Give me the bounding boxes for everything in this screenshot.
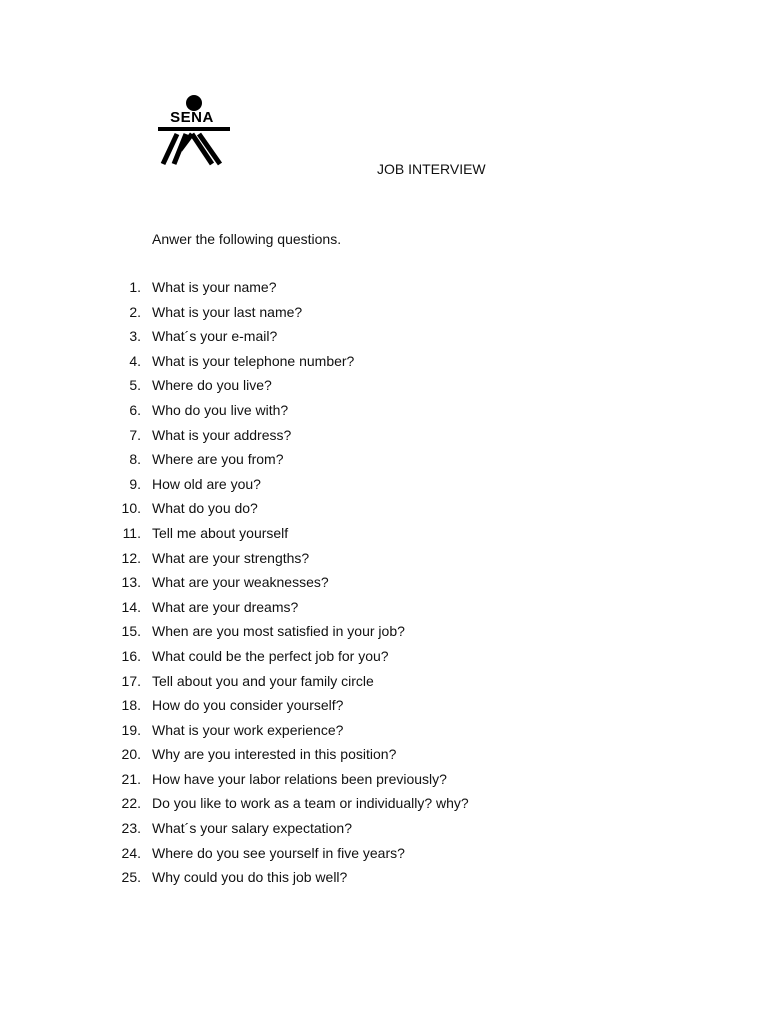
- question-item: [0, 623, 768, 648]
- question-number: 8.: [129, 451, 141, 468]
- question-item: [0, 500, 768, 525]
- question-number: 22.: [121, 795, 141, 812]
- question-number: 2.: [129, 303, 141, 320]
- question-text: What is your telephone number?: [152, 352, 355, 369]
- question-text: Where do you see yourself in five years?: [152, 844, 405, 861]
- question-number: 1.: [129, 279, 141, 295]
- question-text: Who do you live with?: [152, 401, 289, 418]
- sena-logo-icon: [152, 94, 232, 174]
- question-text: Tell me about yourself: [152, 524, 289, 541]
- question-text: How have your labor relations been previously?: [152, 770, 447, 787]
- question-text: Why could you do this job well?: [152, 869, 348, 886]
- question-item: [0, 722, 768, 747]
- question-item: [0, 820, 768, 845]
- question-text: Do you like to work as a team or individually? why?: [152, 795, 469, 812]
- question-number: 7.: [129, 426, 141, 443]
- question-number: 10.: [121, 500, 141, 517]
- question-text: How old are you?: [152, 475, 261, 492]
- question-number: 23.: [121, 820, 141, 837]
- instructions-text: Anwer the following questions.: [152, 231, 342, 247]
- question-number: 6.: [129, 401, 141, 418]
- question-text: What is your name?: [152, 279, 277, 295]
- question-text: What do you do?: [152, 500, 258, 517]
- question-text: What could be the perfect job for you?: [152, 647, 389, 664]
- question-item: [0, 795, 768, 820]
- question-item: [0, 402, 768, 427]
- question-item: [0, 377, 768, 402]
- question-item: [0, 328, 768, 353]
- question-number: 21.: [121, 770, 141, 787]
- question-number: 24.: [121, 844, 141, 861]
- question-text: What are your dreams?: [152, 598, 299, 615]
- question-text: What are your weaknesses?: [152, 574, 329, 591]
- question-item: [0, 279, 768, 304]
- question-text: Where are you from?: [152, 451, 284, 468]
- question-item: [0, 427, 768, 452]
- question-text: What´s your salary expectation?: [152, 820, 352, 837]
- question-text: Why are you interested in this position?: [152, 746, 397, 763]
- page-title: JOB INTERVIEW: [377, 161, 486, 177]
- question-number: 14.: [121, 598, 141, 615]
- logo-text: SENA: [170, 109, 214, 126]
- questions-list: [0, 279, 768, 894]
- sena-logo: [152, 94, 232, 174]
- question-number: 16.: [121, 647, 141, 664]
- question-item: [0, 771, 768, 796]
- question-item: [0, 673, 768, 698]
- question-number: 13.: [121, 574, 141, 591]
- question-item: [0, 525, 768, 550]
- question-number: 12.: [121, 549, 141, 566]
- question-number: 18.: [121, 697, 141, 714]
- question-number: 17.: [121, 672, 141, 689]
- question-text: Where do you live?: [152, 377, 272, 394]
- question-item: [0, 550, 768, 575]
- question-item: [0, 353, 768, 378]
- question-item: [0, 697, 768, 722]
- question-item: [0, 574, 768, 599]
- question-number: 5.: [129, 377, 141, 394]
- question-item: [0, 599, 768, 624]
- question-number: 3.: [129, 328, 141, 345]
- question-item: [0, 869, 768, 894]
- question-item: [0, 476, 768, 501]
- question-number: 9.: [129, 475, 141, 492]
- question-text: What´s your e-mail?: [152, 328, 278, 345]
- question-number: 19.: [121, 721, 141, 738]
- question-text: When are you most satisfied in your job?: [152, 623, 405, 640]
- question-number: 15.: [121, 623, 141, 640]
- question-item: [0, 845, 768, 870]
- question-text: What are your strengths?: [152, 549, 310, 566]
- question-item: [0, 304, 768, 329]
- question-number: 4.: [129, 352, 141, 369]
- question-number: 20.: [121, 746, 141, 763]
- question-item: [0, 746, 768, 771]
- question-text: Tell about you and your family circle: [152, 672, 374, 689]
- question-text: What is your work experience?: [152, 721, 344, 738]
- question-item: [0, 648, 768, 673]
- question-text: What is your last name?: [152, 303, 303, 320]
- question-number: 11.: [122, 524, 141, 541]
- question-text: How do you consider yourself?: [152, 697, 344, 714]
- question-number: 25.: [121, 869, 141, 886]
- question-item: [0, 451, 768, 476]
- question-text: What is your address?: [152, 426, 292, 443]
